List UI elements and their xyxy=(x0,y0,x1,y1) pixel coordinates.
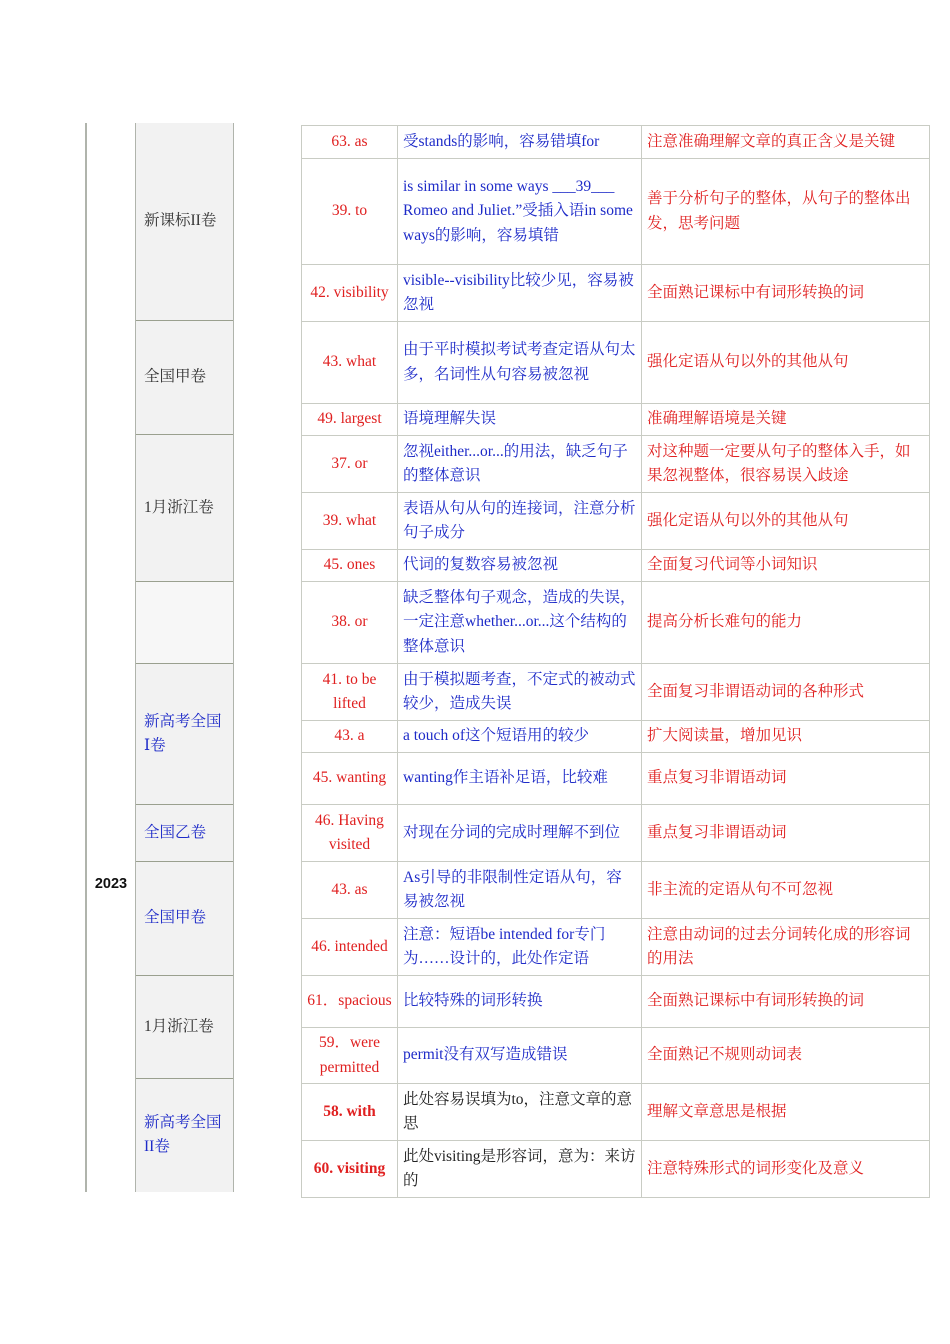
exam-group: 1月浙江卷 xyxy=(136,975,233,1078)
exam-group: 新课标II卷 xyxy=(136,123,233,320)
table-row xyxy=(302,550,930,582)
answer-cell: 43. a xyxy=(302,721,398,753)
answer-cell: 38. or xyxy=(302,582,398,664)
tip-cell: 重点复习非谓语动词 xyxy=(642,805,930,862)
table-row xyxy=(302,404,930,436)
note-cell: 缺乏整体句子观念，造成的失误，一定注意whether...or...这个结构的整体意识 xyxy=(398,582,642,664)
exam-group: 新高考全国Ⅰ卷 xyxy=(136,663,233,804)
tip-cell: 注意准确理解文章的真正含义是关键 xyxy=(642,126,930,159)
answer-cell: 43. what xyxy=(302,322,398,404)
table-row xyxy=(302,436,930,493)
answer-cell: 41. to be lifted xyxy=(302,664,398,721)
table-row xyxy=(302,265,930,322)
answer-cell: 37. or xyxy=(302,436,398,493)
answer-cell: 46. Having visited xyxy=(302,805,398,862)
error-analysis-table xyxy=(301,125,930,1198)
exam-group-column xyxy=(136,123,233,1192)
table-row xyxy=(302,582,930,664)
note-cell: 受stands的影响，容易错填for xyxy=(398,126,642,159)
tip-cell: 重点复习非谓语动词 xyxy=(642,753,930,805)
table-row xyxy=(302,805,930,862)
table-row xyxy=(302,664,930,721)
table-row xyxy=(302,493,930,550)
exam-group xyxy=(136,581,233,663)
exam-group: 全国乙卷 xyxy=(136,804,233,861)
note-cell: visible--visibility比较少见，容易被忽视 xyxy=(398,265,642,322)
tip-cell: 准确理解语境是关键 xyxy=(642,404,930,436)
tip-cell: 全面复习代词等小词知识 xyxy=(642,550,930,582)
note-cell: 代词的复数容易被忽视 xyxy=(398,550,642,582)
note-cell: As引导的非限制性定语从句，容易被忽视 xyxy=(398,862,642,919)
table-row xyxy=(302,721,930,753)
answer-cell: 42. visibility xyxy=(302,265,398,322)
note-cell: permit没有双写造成错误 xyxy=(398,1028,642,1084)
tip-cell: 非主流的定语从句不可忽视 xyxy=(642,862,930,919)
answer-cell: 61．spacious xyxy=(302,976,398,1028)
note-cell: a touch of这个短语用的较少 xyxy=(398,721,642,753)
outer-left-border xyxy=(85,123,87,1192)
table-row xyxy=(302,159,930,265)
answer-cell: 45. wanting xyxy=(302,753,398,805)
tip-cell: 全面熟记课标中有词形转换的词 xyxy=(642,265,930,322)
tip-cell: 善于分析句子的整体，从句子的整体出发，思考问题 xyxy=(642,159,930,265)
answer-cell: 45. ones xyxy=(302,550,398,582)
tip-cell: 理解文章意思是根据 xyxy=(642,1084,930,1141)
answer-cell: 58. with xyxy=(302,1084,398,1141)
table-row xyxy=(302,862,930,919)
answer-cell: 49. largest xyxy=(302,404,398,436)
table-row xyxy=(302,919,930,976)
year-label: 2023 xyxy=(94,876,128,892)
note-cell: 比较特殊的词形转换 xyxy=(398,976,642,1028)
tip-cell: 注意由动词的过去分词转化成的形容词的用法 xyxy=(642,919,930,976)
note-cell: 注意：短语be intended for专门为……设计的，此处作定语 xyxy=(398,919,642,976)
tip-cell: 全面熟记课标中有词形转换的词 xyxy=(642,976,930,1028)
note-cell: 表语从句从句的连接词，注意分析句子成分 xyxy=(398,493,642,550)
tip-cell: 强化定语从句以外的其他从句 xyxy=(642,322,930,404)
note-cell: 此处容易误填为to，注意文章的意思 xyxy=(398,1084,642,1141)
note-cell: 忽视either...or...的用法，缺乏句子的整体意识 xyxy=(398,436,642,493)
exam-group: 全国甲卷 xyxy=(136,320,233,434)
tip-cell: 全面复习非谓语动词的各种形式 xyxy=(642,664,930,721)
answer-cell: 59．were permitted xyxy=(302,1028,398,1084)
answer-cell: 60. visiting xyxy=(302,1141,398,1198)
answer-cell: 39. what xyxy=(302,493,398,550)
tip-cell: 全面熟记不规则动词表 xyxy=(642,1028,930,1084)
table-row xyxy=(302,126,930,159)
table-row xyxy=(302,976,930,1028)
note-cell: wanting作主语补足语，比较难 xyxy=(398,753,642,805)
note-cell: 由于模拟题考查，不定式的被动式较少，造成失误 xyxy=(398,664,642,721)
answer-cell: 46. intended xyxy=(302,919,398,976)
table-row xyxy=(302,1141,930,1198)
exam-group: 新高考全国II卷 xyxy=(136,1078,233,1192)
tip-cell: 扩大阅读量，增加见识 xyxy=(642,721,930,753)
answer-cell: 39. to xyxy=(302,159,398,265)
tip-cell: 注意特殊形式的词形变化及意义 xyxy=(642,1141,930,1198)
note-cell: 由于平时模拟考试考查定语从句太多，名词性从句容易被忽视 xyxy=(398,322,642,404)
table-row xyxy=(302,1028,930,1084)
note-cell: 语境理解失误 xyxy=(398,404,642,436)
answer-cell: 63. as xyxy=(302,126,398,159)
tip-cell: 对这种题一定要从句子的整体入手，如果忽视整体，很容易误入歧途 xyxy=(642,436,930,493)
exam-group: 1月浙江卷 xyxy=(136,434,233,581)
table-row xyxy=(302,322,930,404)
answer-cell: 43. as xyxy=(302,862,398,919)
note-cell: is similar in some ways ___39___ Romeo and Juliet.”受插入语in some ways的影响，容易填错 xyxy=(398,159,642,265)
table-row xyxy=(302,1084,930,1141)
tip-cell: 提高分析长难句的能力 xyxy=(642,582,930,664)
tip-cell: 强化定语从句以外的其他从句 xyxy=(642,493,930,550)
note-cell: 此处visiting是形容词，意为：来访的 xyxy=(398,1141,642,1198)
exam-group: 全国甲卷 xyxy=(136,861,233,975)
note-cell: 对现在分词的完成时理解不到位 xyxy=(398,805,642,862)
table-row xyxy=(302,753,930,805)
